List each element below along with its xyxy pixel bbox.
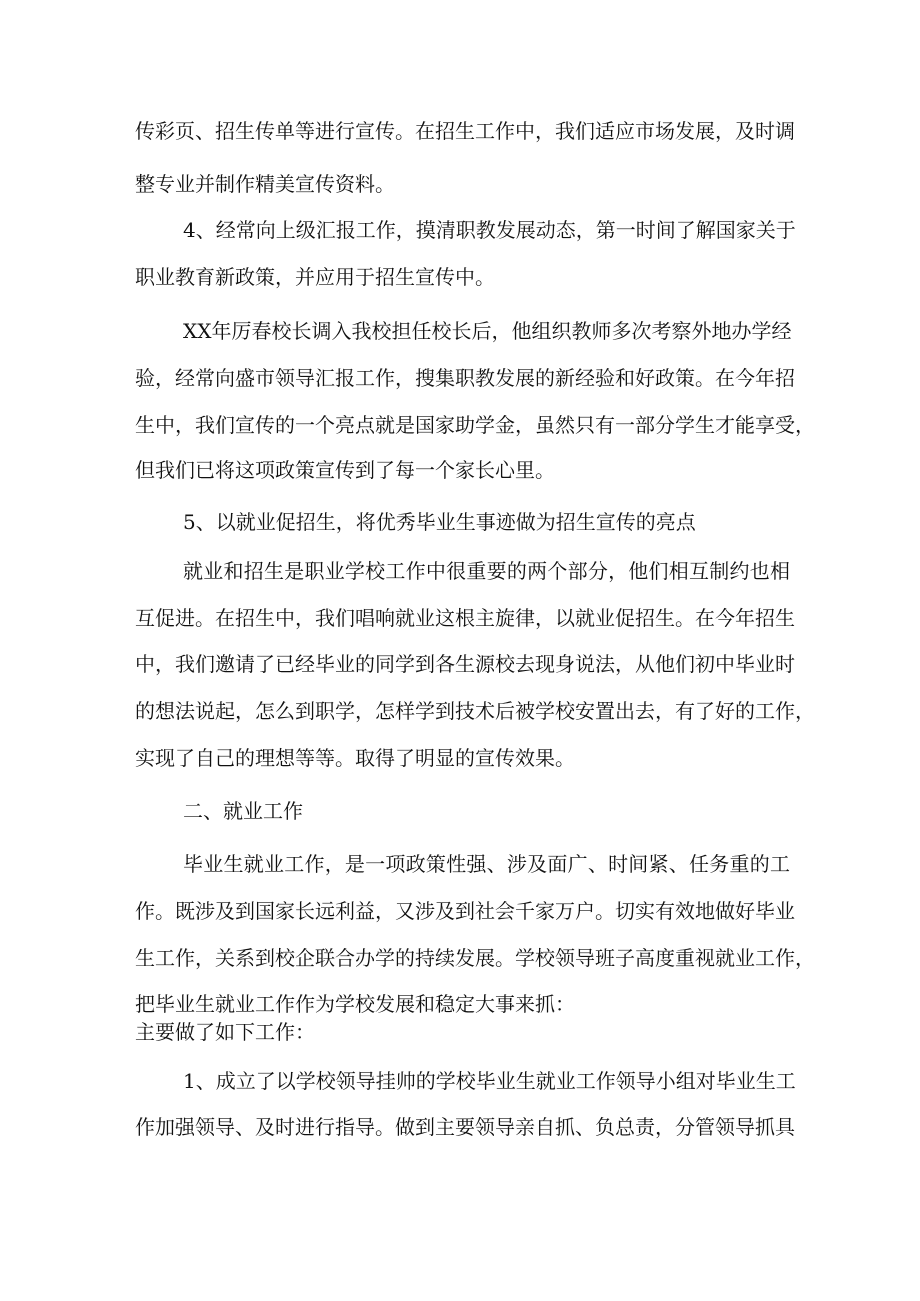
text-line: 中，我们邀请了已经毕业的同学到各生源校去现身说法，从他们初中毕业时: [135, 652, 795, 676]
text-line: 就业和招生是职业学校工作中很重要的两个部分，他们相互制约也相: [183, 559, 790, 583]
text-line: 的想法说起，怎么到职学，怎样学到技术后被学校安置出去，有了好的工作，: [135, 699, 815, 723]
text-line: 生工作，关系到校企联合办学的持续发展。学校领导班子高度重视就业工作，: [135, 946, 815, 970]
text-line: 职业教育新政策，并应用于招生宣传中。: [135, 265, 495, 289]
text-line: 毕业生就业工作，是一项政策性强、涉及面广、时间紧、任务重的工: [183, 852, 790, 876]
text-line: 整专业并制作精美宣传资料。: [135, 172, 395, 196]
text-line: 互促进。在招生中，我们唱响就业这根主旋律，以就业促招生。在今年招生: [135, 606, 795, 630]
text-line: 1、成立了以学校领导挂帅的学校毕业生就业工作领导小组对毕业生工: [183, 1069, 796, 1093]
text-line: XX年厉春校长调入我校担任校长后，他组织教师多次考察外地办学经: [183, 319, 792, 343]
text-line: 作加强领导、及时进行指导。做到主要领导亲自抓、负总责，分管领导抓具: [135, 1115, 795, 1139]
text-line: 验，经常向盛市领导汇报工作，搜集职教发展的新经验和好政策。在今年招: [135, 366, 795, 390]
text-line: 生中，我们宣传的一个亮点就是国家助学金，虽然只有一部分学生才能享受，: [135, 413, 815, 437]
text-line: 把毕业生就业工作作为学校发展和稳定大事来抓：: [135, 992, 575, 1016]
text-line: 4、经常向上级汇报工作，摸清职教发展动态，第一时间了解国家关于: [183, 218, 796, 242]
text-line: 但我们已将这项政策宣传到了每一个家长心里。: [135, 458, 555, 482]
text-line: 作。既涉及到国家长远利益，又涉及到社会千家万户。切实有效地做好毕业: [135, 899, 795, 923]
text-line: 传彩页、招生传单等进行宣传。在招生工作中，我们适应市场发展，及时调: [135, 119, 795, 143]
section-heading: 5、以就业促招生，将优秀毕业生事迹做为招生宣传的亮点: [183, 510, 696, 534]
section-heading: 二、就业工作: [183, 799, 303, 823]
text-line: 实现了自己的理想等等。取得了明显的宣传效果。: [135, 746, 575, 770]
text-line: 主要做了如下工作：: [135, 1020, 315, 1044]
